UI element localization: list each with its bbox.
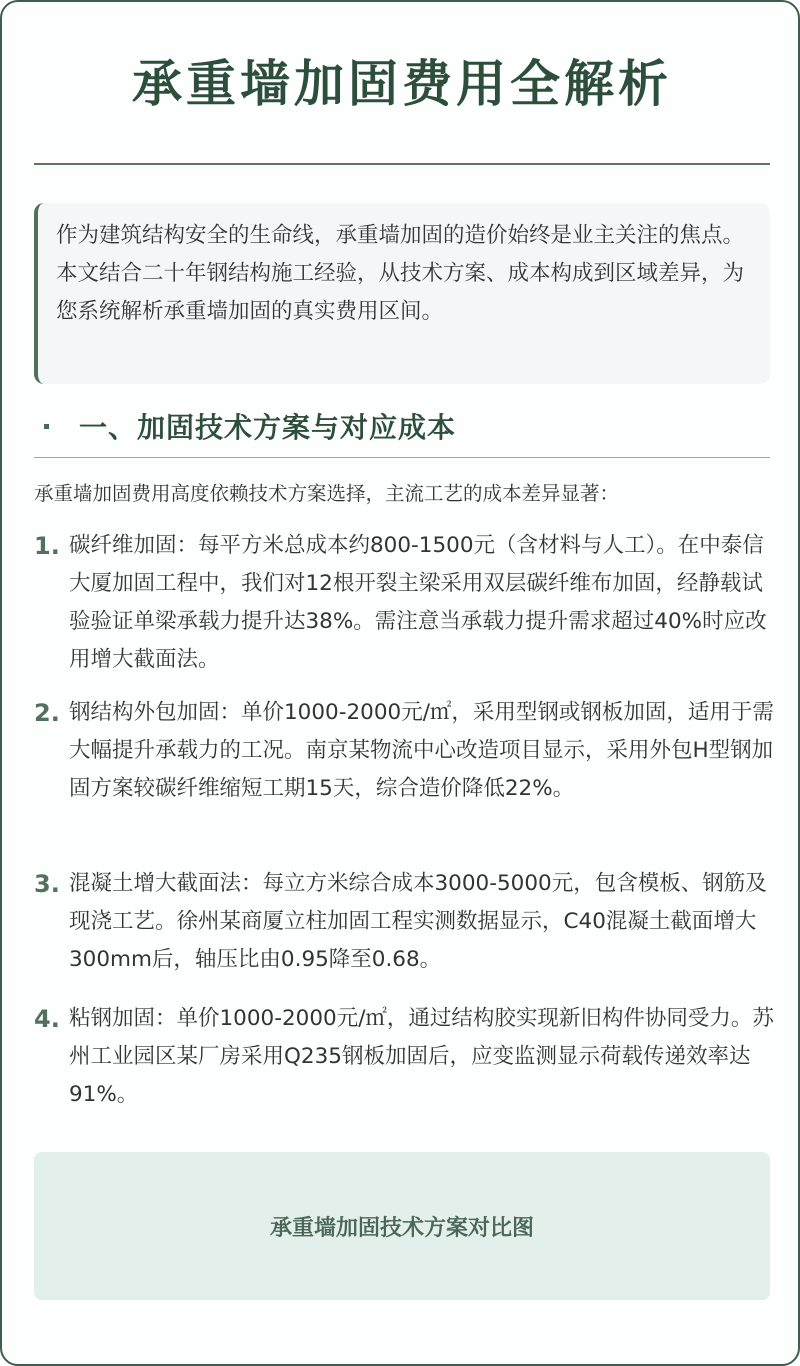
list-item	[34, 1000, 774, 1114]
list-text: 粘钢加固：单价1000-2000元/㎡，通过结构胶实现新旧构件协同受力。苏州工业园区某厂房采用Q235钢板加固后，应变监测显示荷载传递效率达91%。	[69, 1006, 774, 1107]
list-text: 碳纤维加固：每平方米总成本约800-1500元（含材料与人工）。在中泰信大厦加固工程中，我们对12根开裂主梁采用双层碳纤维布加固，经静载试验验证单梁承载力提升达38%。需注意当承载力提升需求超过40%时应改用增大截面法。	[69, 533, 767, 672]
list-text: 混凝土增大截面法：每立方米综合成本3000-5000元，包含模板、钢筋及现浇工艺。徐州某商厦立柱加固工程实测数据显示，C40混凝土截面增大300mm后，轴压比由0.95降至0.68。	[69, 871, 767, 972]
figure-placeholder	[34, 1152, 770, 1300]
page-title: 承重墙加固费用全解析	[132, 55, 672, 113]
intro-text: 作为建筑结构安全的生命线，承重墙加固的造价始终是业主关注的焦点。本文结合二十年钢结构施工经验，从技术方案、成本构成到区域差异，为您系统解析承重墙加固的真实费用区间。	[56, 223, 745, 324]
list-item	[34, 527, 774, 679]
list-number: 3.	[34, 870, 60, 898]
figure-caption: 承重墙加固技术方案对比图	[269, 1215, 534, 1241]
title-divider	[34, 163, 770, 165]
list-number: 1.	[34, 532, 60, 560]
section-heading-text: 一、加固技术方案与对应成本	[79, 411, 457, 444]
list-number: 4.	[34, 1005, 60, 1033]
section-divider	[34, 457, 770, 458]
list-item	[34, 694, 774, 808]
intro-blockquote	[34, 203, 770, 384]
list-item	[34, 865, 774, 979]
section-heading	[40, 404, 456, 448]
bullet-icon	[44, 424, 49, 429]
list-text: 钢结构外包加固：单价1000-2000元/㎡，采用型钢或钢板加固，适用于需大幅提升承载力的工况。南京某物流中心改造项目显示，采用外包H型钢加固方案较碳纤维缩短工期15天，综合造价降低22%。	[69, 700, 774, 801]
list-number: 2.	[34, 699, 60, 727]
section-lead: 承重墙加固费用高度依赖技术方案选择，主流工艺的成本差异显著：	[34, 482, 620, 505]
